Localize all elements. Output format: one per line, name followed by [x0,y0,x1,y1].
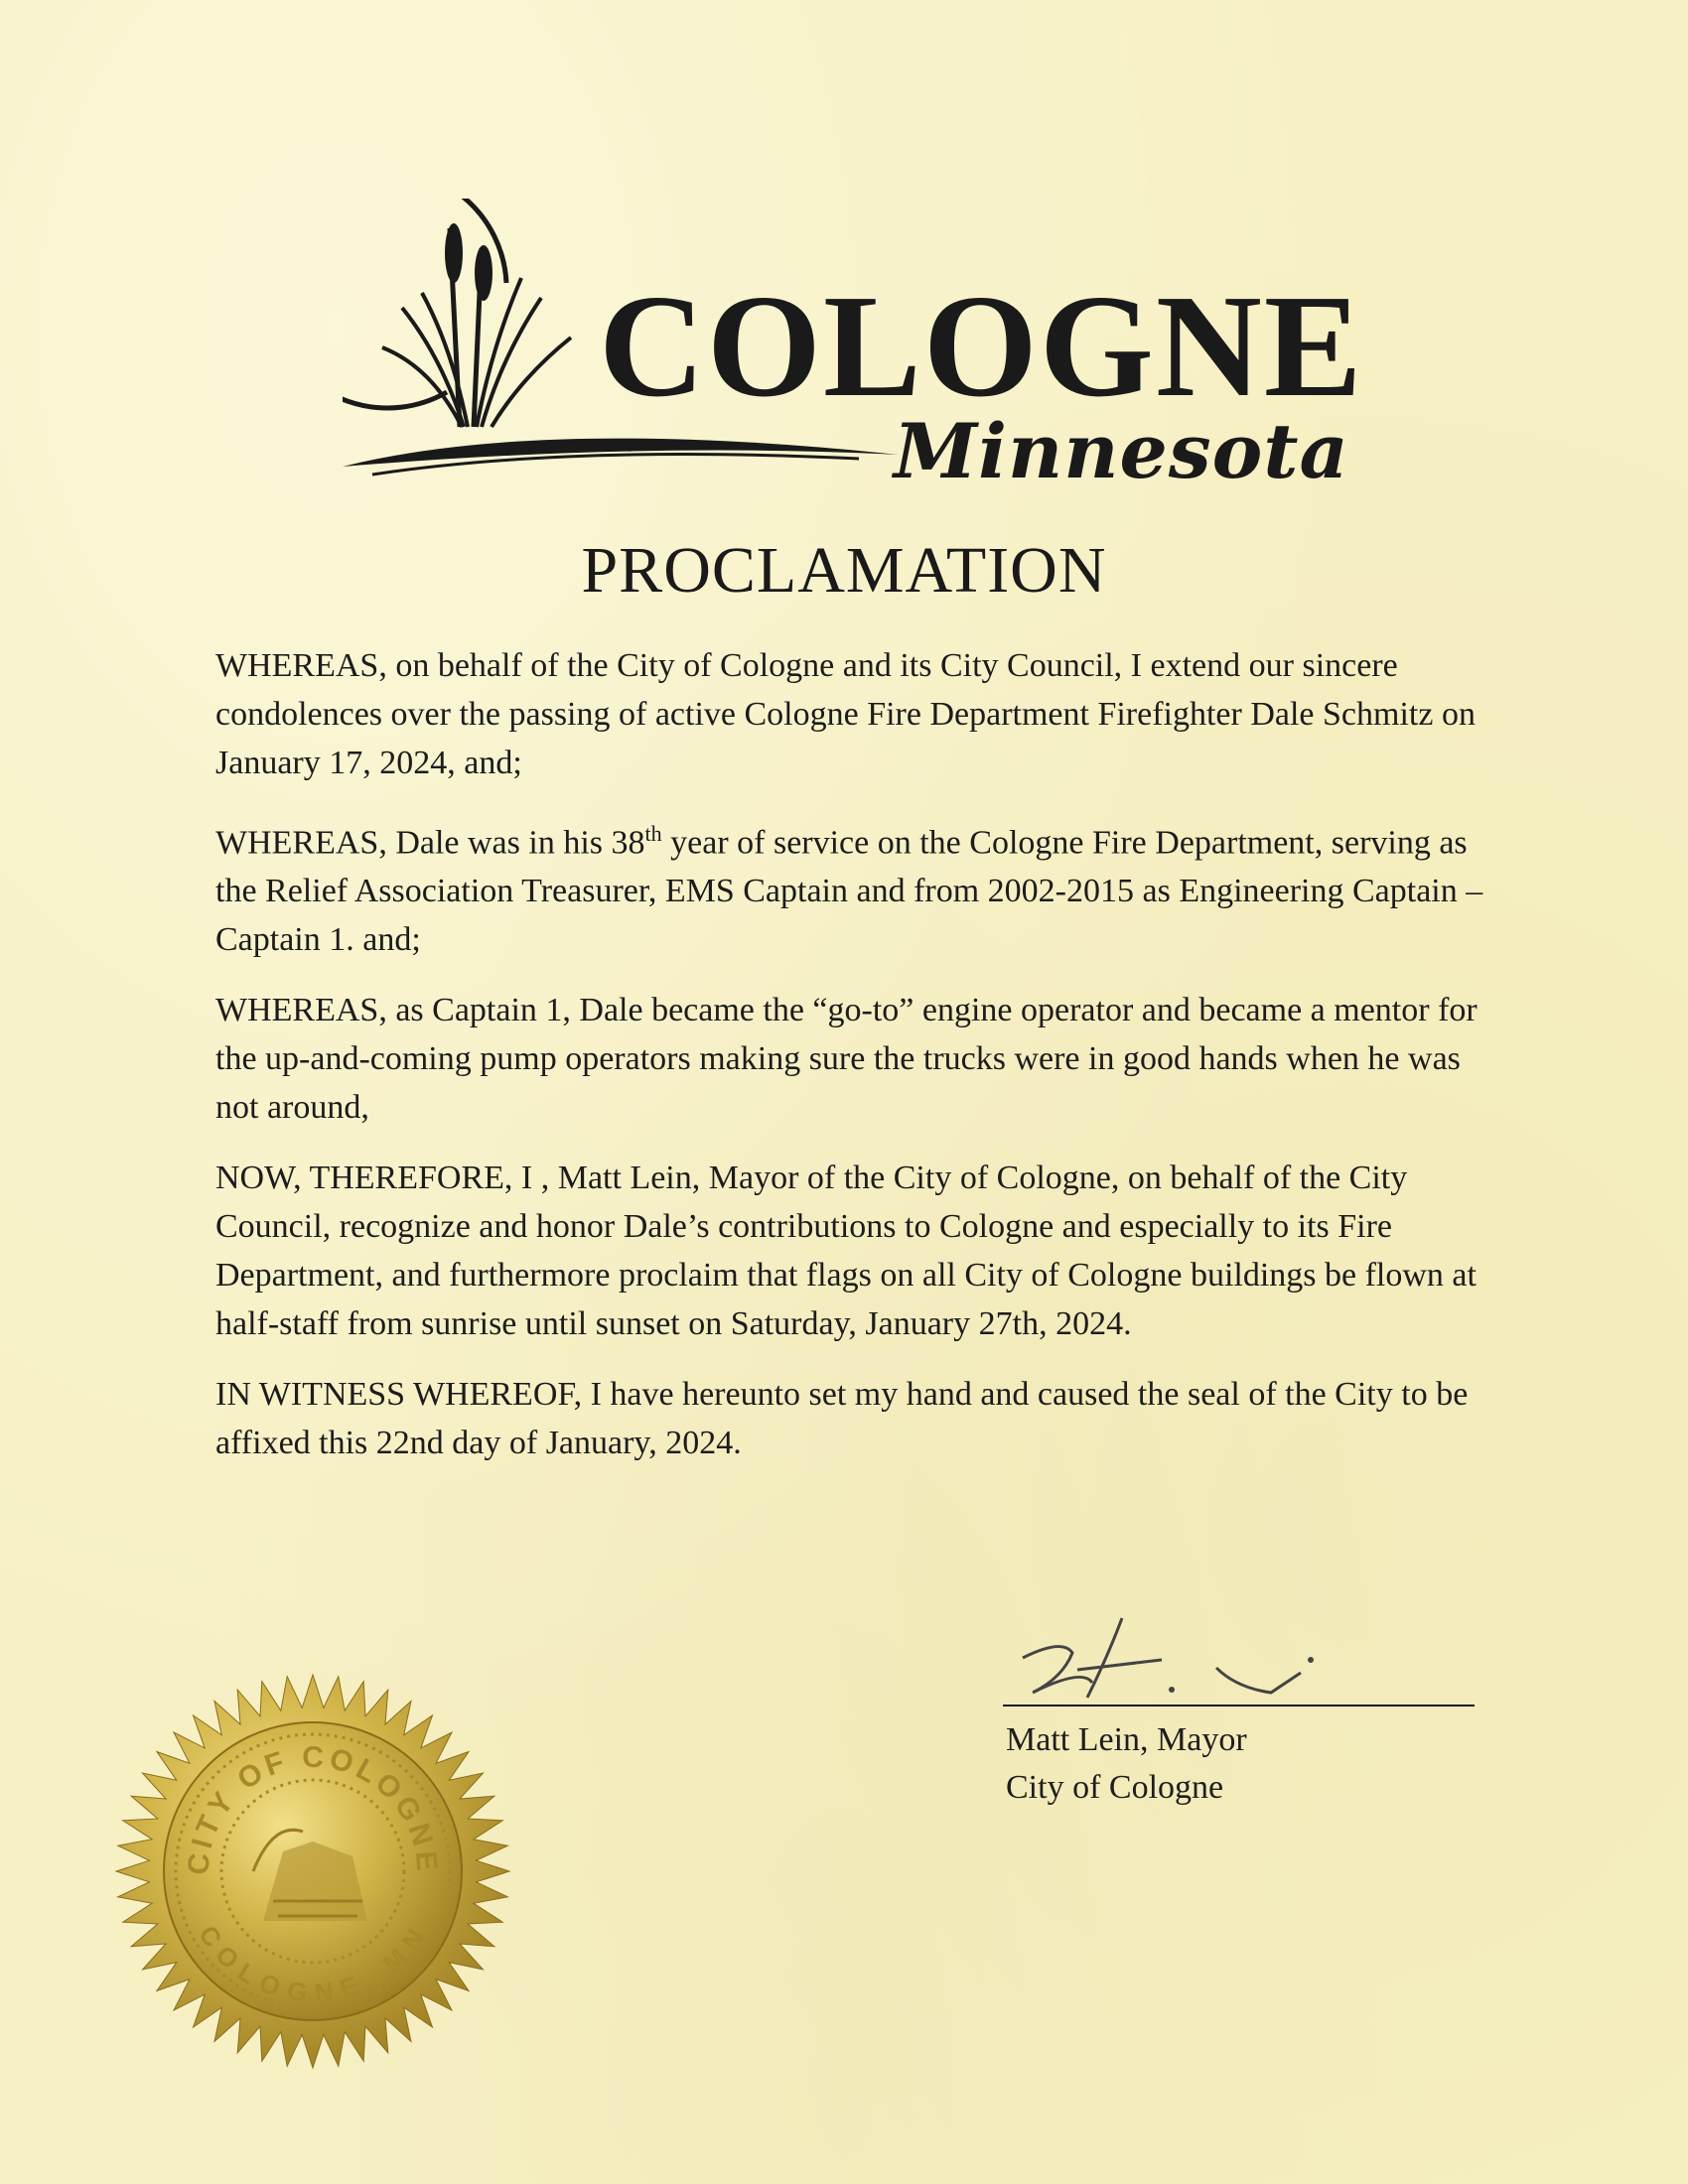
ordinal-suffix: th [644,821,662,846]
gold-seal-icon [114,1673,511,2070]
signature-line [1003,1705,1475,1706]
city-seal [114,1673,511,2070]
water-swoosh [343,439,899,467]
handwritten-signature [1003,1598,1479,1707]
document-title: PROCLAMATION [581,534,1107,607]
signer-name: Matt Lein, Mayor [1006,1721,1247,1758]
paragraph-2-start: WHEREAS, Dale was in his 38 [215,824,645,862]
cattail-head [445,223,463,283]
paragraph-4: NOW, THEREFORE, I , Matt Lein, Mayor of the City of Cologne, on behalf of the City Council, recognize and honor Dale’s contributions to Cologne and especially to its Fire Department, and furthermore proclaim that flags on all City of Cologne buildings be flown at half-staff from sunrise until sunset on Saturday, January 27th, 2024. [215,1160,1477,1343]
paragraph-2-end: year of service on the Cologne Fire Department, serving as the Relief Association Treasurer, EMS Captain and from 2002-2015 as Engineering Captain – Captain 1. and; [215,824,1483,959]
paragraph-5: IN WITNESS WHEREOF, I have hereunto set my hand and caused the seal of the City to be affixed this 22nd day of January, 2024. [215,1376,1469,1462]
proclamation-body [215,641,1506,1489]
cattail-head-2 [475,245,492,301]
seal-top-text: CITY OF COLOGNE [182,1740,444,1876]
signature-block [1003,1598,1479,1807]
signer-city: City of Cologne [1006,1769,1224,1806]
reed-5 [492,338,571,427]
logo-state-name: Minnesota [894,407,1349,495]
paragraph-1: WHEREAS, on behalf of the City of Cologne and its City Council, I extend our sincere condolences over the passing of active Cologne Fire Department Firefighter Dale Schmitz on January 17, 2024, and; [215,647,1476,781]
seal-bottom-text: COLOGNE, MN [193,1920,433,2008]
paragraph-3: WHEREAS, as Captain 1, Dale became the “go-to” engine operator and became a mentor for the up-and-coming pump operators making sure the trucks were in good hands when he was not around, [215,992,1477,1127]
logo-wordmark: COLOGNE [599,265,1364,428]
city-logo [343,199,1415,496]
paragraph-2 [215,809,1506,964]
